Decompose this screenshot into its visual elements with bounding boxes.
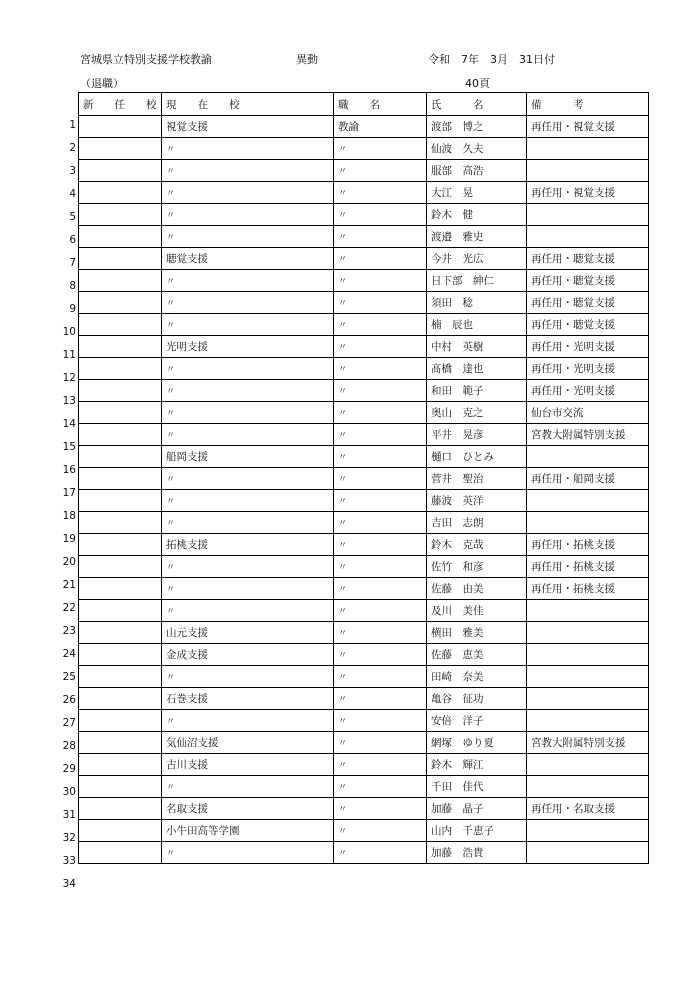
- cell-position: 〃: [334, 138, 427, 160]
- cell-new-school: [79, 556, 162, 578]
- table-row: [79, 842, 649, 864]
- cell-new-school: [79, 248, 162, 270]
- cell-position: 〃: [334, 600, 427, 622]
- cell-position: 〃: [334, 798, 427, 820]
- cell-new-school: [79, 402, 162, 424]
- row-number: 11: [62, 349, 76, 361]
- page-number: 40頁: [465, 77, 490, 90]
- cell-position: 〃: [334, 204, 427, 226]
- cell-note: [527, 842, 649, 864]
- cell-note: [527, 622, 649, 644]
- table-row: [79, 160, 649, 182]
- cell-position: 〃: [334, 402, 427, 424]
- cell-position: 〃: [334, 578, 427, 600]
- cell-note: [527, 820, 649, 842]
- table-row: [79, 732, 649, 754]
- cell-current-school: 気仙沼支援: [162, 732, 334, 754]
- cell-note: [527, 600, 649, 622]
- cell-name: 網塚 ゆり夏: [427, 732, 527, 754]
- cell-current-school: 〃: [162, 358, 334, 380]
- cell-position: 〃: [334, 776, 427, 798]
- table-header-row: [79, 93, 649, 116]
- cell-position: 〃: [334, 688, 427, 710]
- cell-new-school: [79, 424, 162, 446]
- cell-new-school: [79, 820, 162, 842]
- cell-note: 再任用・名取支援: [527, 798, 649, 820]
- cell-new-school: [79, 600, 162, 622]
- column-header-current-school: 現 在 校: [162, 93, 334, 116]
- row-number: 24: [62, 648, 76, 660]
- cell-note: 宮教大附属特別支援: [527, 424, 649, 446]
- cell-note: 宮教大附属特別支援: [527, 732, 649, 754]
- row-number: 31: [62, 809, 76, 821]
- cell-current-school: 〃: [162, 776, 334, 798]
- cell-note: [527, 490, 649, 512]
- cell-new-school: [79, 336, 162, 358]
- cell-position: 〃: [334, 556, 427, 578]
- cell-new-school: [79, 138, 162, 160]
- cell-new-school: [79, 776, 162, 798]
- cell-name: 横田 雅美: [427, 622, 527, 644]
- cell-new-school: [79, 622, 162, 644]
- row-number: 30: [62, 786, 76, 798]
- cell-note: 再任用・視覚支援: [527, 116, 649, 138]
- row-number: 6: [69, 234, 76, 246]
- cell-new-school: [79, 446, 162, 468]
- cell-name: 大江 晃: [427, 182, 527, 204]
- cell-note: [527, 710, 649, 732]
- table-row: [79, 138, 649, 160]
- cell-name: 和田 範子: [427, 380, 527, 402]
- row-number: 26: [62, 694, 76, 706]
- table-row: [79, 666, 649, 688]
- table-row: [79, 336, 649, 358]
- cell-note: 再任用・拓桃支援: [527, 556, 649, 578]
- table-row: [79, 534, 649, 556]
- row-number: 9: [69, 303, 76, 315]
- cell-note: [527, 644, 649, 666]
- cell-note: 再任用・光明支援: [527, 380, 649, 402]
- cell-position: 〃: [334, 380, 427, 402]
- cell-note: 再任用・聴覚支援: [527, 248, 649, 270]
- row-number: 21: [62, 579, 76, 591]
- row-number: 14: [62, 418, 76, 430]
- cell-current-school: 古川支援: [162, 754, 334, 776]
- cell-new-school: [79, 204, 162, 226]
- cell-name: 中村 英樹: [427, 336, 527, 358]
- table-row: [79, 314, 649, 336]
- row-number: 19: [62, 533, 76, 545]
- cell-note: 再任用・視覚支援: [527, 182, 649, 204]
- cell-note: [527, 226, 649, 248]
- cell-position: 〃: [334, 226, 427, 248]
- cell-current-school: 〃: [162, 182, 334, 204]
- table-row: [79, 710, 649, 732]
- cell-name: 吉田 志朗: [427, 512, 527, 534]
- row-number: 13: [62, 395, 76, 407]
- table-row: [79, 380, 649, 402]
- cell-name: 加藤 浩貴: [427, 842, 527, 864]
- column-header-new-school: 新 任 校: [79, 93, 162, 116]
- cell-current-school: 〃: [162, 556, 334, 578]
- cell-new-school: [79, 512, 162, 534]
- table-row: [79, 226, 649, 248]
- cell-new-school: [79, 754, 162, 776]
- cell-note: 再任用・聴覚支援: [527, 270, 649, 292]
- cell-name: 須田 稔: [427, 292, 527, 314]
- cell-note: [527, 138, 649, 160]
- cell-new-school: [79, 270, 162, 292]
- cell-current-school: 〃: [162, 380, 334, 402]
- cell-name: 佐藤 恵美: [427, 644, 527, 666]
- cell-name: 藤波 英洋: [427, 490, 527, 512]
- cell-current-school: 〃: [162, 490, 334, 512]
- table-row: [79, 248, 649, 270]
- cell-name: 及川 美佳: [427, 600, 527, 622]
- cell-new-school: [79, 160, 162, 182]
- cell-position: 〃: [334, 314, 427, 336]
- cell-current-school: 石巻支援: [162, 688, 334, 710]
- cell-position: 〃: [334, 358, 427, 380]
- cell-position: 〃: [334, 732, 427, 754]
- cell-position: 〃: [334, 534, 427, 556]
- cell-current-school: 金成支援: [162, 644, 334, 666]
- cell-name: 髙橋 達也: [427, 358, 527, 380]
- table-row: [79, 402, 649, 424]
- cell-current-school: 山元支援: [162, 622, 334, 644]
- row-number: 5: [69, 211, 76, 223]
- cell-current-school: 小牛田高等学園: [162, 820, 334, 842]
- cell-name: 平井 晃彦: [427, 424, 527, 446]
- change-type: 異動: [296, 53, 318, 66]
- table-row: [79, 358, 649, 380]
- row-number: 4: [69, 188, 76, 200]
- row-number: 1: [69, 119, 76, 131]
- cell-new-school: [79, 468, 162, 490]
- table-row: [79, 820, 649, 842]
- cell-position: 〃: [334, 248, 427, 270]
- table-row: [79, 468, 649, 490]
- cell-current-school: 〃: [162, 710, 334, 732]
- table-row: [79, 270, 649, 292]
- cell-current-school: 船岡支援: [162, 446, 334, 468]
- cell-position: 〃: [334, 644, 427, 666]
- table-row: [79, 776, 649, 798]
- table-row: [79, 622, 649, 644]
- cell-name: 佐藤 由美: [427, 578, 527, 600]
- cell-name: 樋口 ひとみ: [427, 446, 527, 468]
- row-number: 2: [69, 142, 76, 154]
- cell-current-school: 視覚支援: [162, 116, 334, 138]
- row-number: 20: [62, 556, 76, 568]
- table-row: [79, 644, 649, 666]
- row-number: 16: [62, 464, 76, 476]
- cell-note: [527, 512, 649, 534]
- cell-position: 〃: [334, 666, 427, 688]
- cell-note: 再任用・光明支援: [527, 358, 649, 380]
- row-number: 17: [62, 487, 76, 499]
- cell-new-school: [79, 490, 162, 512]
- cell-new-school: [79, 666, 162, 688]
- cell-current-school: 光明支援: [162, 336, 334, 358]
- row-number: 22: [62, 602, 76, 614]
- table-row: [79, 204, 649, 226]
- cell-name: 鈴木 健: [427, 204, 527, 226]
- cell-current-school: 〃: [162, 600, 334, 622]
- cell-note: [527, 754, 649, 776]
- cell-name: 千田 佳代: [427, 776, 527, 798]
- cell-current-school: 〃: [162, 204, 334, 226]
- row-number: 8: [69, 280, 76, 292]
- column-header-notes: 備 考: [527, 93, 649, 116]
- table-row: [79, 446, 649, 468]
- row-number: 32: [62, 832, 76, 844]
- cell-name: 今井 光広: [427, 248, 527, 270]
- cell-name: 日下部 紳仁: [427, 270, 527, 292]
- cell-note: [527, 688, 649, 710]
- cell-current-school: 拓桃支援: [162, 534, 334, 556]
- cell-position: 〃: [334, 182, 427, 204]
- cell-current-school: 〃: [162, 138, 334, 160]
- cell-new-school: [79, 842, 162, 864]
- cell-new-school: [79, 314, 162, 336]
- table-row: [79, 798, 649, 820]
- cell-note: 再任用・聴覚支援: [527, 314, 649, 336]
- cell-new-school: [79, 644, 162, 666]
- cell-position: 〃: [334, 842, 427, 864]
- cell-note: [527, 666, 649, 688]
- document-title: 宮城県立特別支援学校教諭: [80, 53, 212, 66]
- cell-new-school: [79, 534, 162, 556]
- table-row: [79, 578, 649, 600]
- cell-position: 〃: [334, 270, 427, 292]
- table-row: [79, 424, 649, 446]
- table-row: [79, 292, 649, 314]
- row-number: 25: [62, 671, 76, 683]
- cell-current-school: 〃: [162, 842, 334, 864]
- cell-name: 鈴木 克哉: [427, 534, 527, 556]
- row-number: 29: [62, 763, 76, 775]
- cell-position: 〃: [334, 820, 427, 842]
- effective-date: 令和 7年 3月 31日付: [428, 53, 555, 66]
- column-header-name: 氏 名: [427, 93, 527, 116]
- cell-note: [527, 204, 649, 226]
- cell-name: 亀谷 征功: [427, 688, 527, 710]
- cell-name: 安倍 洋子: [427, 710, 527, 732]
- cell-current-school: 〃: [162, 160, 334, 182]
- cell-position: 〃: [334, 424, 427, 446]
- cell-name: 奥山 克之: [427, 402, 527, 424]
- row-number: 15: [62, 441, 76, 453]
- cell-name: 田崎 奈美: [427, 666, 527, 688]
- row-number: 10: [62, 326, 76, 338]
- cell-current-school: 〃: [162, 292, 334, 314]
- row-number: 34: [62, 878, 76, 890]
- cell-new-school: [79, 380, 162, 402]
- cell-current-school: 〃: [162, 402, 334, 424]
- table-row: [79, 556, 649, 578]
- table-row: [79, 490, 649, 512]
- row-number: 3: [69, 165, 76, 177]
- table-row: [79, 754, 649, 776]
- cell-current-school: 〃: [162, 270, 334, 292]
- row-number: 7: [69, 257, 76, 269]
- cell-note: 再任用・拓桃支援: [527, 578, 649, 600]
- row-number: 18: [62, 510, 76, 522]
- cell-current-school: 名取支援: [162, 798, 334, 820]
- cell-position: 教諭: [334, 116, 427, 138]
- cell-new-school: [79, 226, 162, 248]
- cell-new-school: [79, 688, 162, 710]
- cell-new-school: [79, 182, 162, 204]
- cell-position: 〃: [334, 710, 427, 732]
- row-number: 23: [62, 625, 76, 637]
- cell-position: 〃: [334, 336, 427, 358]
- cell-position: 〃: [334, 754, 427, 776]
- cell-name: 佐竹 和彦: [427, 556, 527, 578]
- cell-current-school: 〃: [162, 314, 334, 336]
- cell-position: 〃: [334, 160, 427, 182]
- cell-name: 加藤 晶子: [427, 798, 527, 820]
- cell-note: [527, 446, 649, 468]
- cell-new-school: [79, 578, 162, 600]
- cell-name: 鈴木 輝江: [427, 754, 527, 776]
- cell-new-school: [79, 710, 162, 732]
- cell-name: 服部 高浩: [427, 160, 527, 182]
- table-row: [79, 600, 649, 622]
- cell-current-school: 〃: [162, 512, 334, 534]
- cell-new-school: [79, 292, 162, 314]
- row-number: 33: [62, 855, 76, 867]
- table-row: [79, 182, 649, 204]
- cell-position: 〃: [334, 512, 427, 534]
- cell-position: 〃: [334, 490, 427, 512]
- cell-position: 〃: [334, 446, 427, 468]
- cell-current-school: 〃: [162, 666, 334, 688]
- cell-position: 〃: [334, 468, 427, 490]
- cell-name: 菅井 聖治: [427, 468, 527, 490]
- row-number: 28: [62, 740, 76, 752]
- cell-current-school: 〃: [162, 468, 334, 490]
- cell-note: 再任用・拓桃支援: [527, 534, 649, 556]
- cell-note: 再任用・聴覚支援: [527, 292, 649, 314]
- cell-new-school: [79, 732, 162, 754]
- cell-note: [527, 776, 649, 798]
- cell-position: 〃: [334, 622, 427, 644]
- cell-new-school: [79, 116, 162, 138]
- cell-name: 渡部 博之: [427, 116, 527, 138]
- table-row: [79, 116, 649, 138]
- cell-note: [527, 160, 649, 182]
- cell-name: 仙波 久夫: [427, 138, 527, 160]
- cell-name: 楠 辰也: [427, 314, 527, 336]
- cell-note: 仙台市交流: [527, 402, 649, 424]
- column-header-position: 職 名: [334, 93, 427, 116]
- table-row: [79, 512, 649, 534]
- cell-name: 山内 千恵子: [427, 820, 527, 842]
- cell-position: 〃: [334, 292, 427, 314]
- cell-new-school: [79, 798, 162, 820]
- cell-note: 再任用・光明支援: [527, 336, 649, 358]
- category-label: （退職）: [80, 77, 124, 90]
- personnel-table: [78, 92, 649, 864]
- cell-current-school: 〃: [162, 226, 334, 248]
- cell-note: 再任用・船岡支援: [527, 468, 649, 490]
- cell-current-school: 〃: [162, 424, 334, 446]
- cell-new-school: [79, 358, 162, 380]
- row-number: 27: [62, 717, 76, 729]
- cell-current-school: 〃: [162, 578, 334, 600]
- table-row: [79, 688, 649, 710]
- cell-name: 渡邉 雅史: [427, 226, 527, 248]
- row-number: 12: [62, 372, 76, 384]
- cell-current-school: 聴覚支援: [162, 248, 334, 270]
